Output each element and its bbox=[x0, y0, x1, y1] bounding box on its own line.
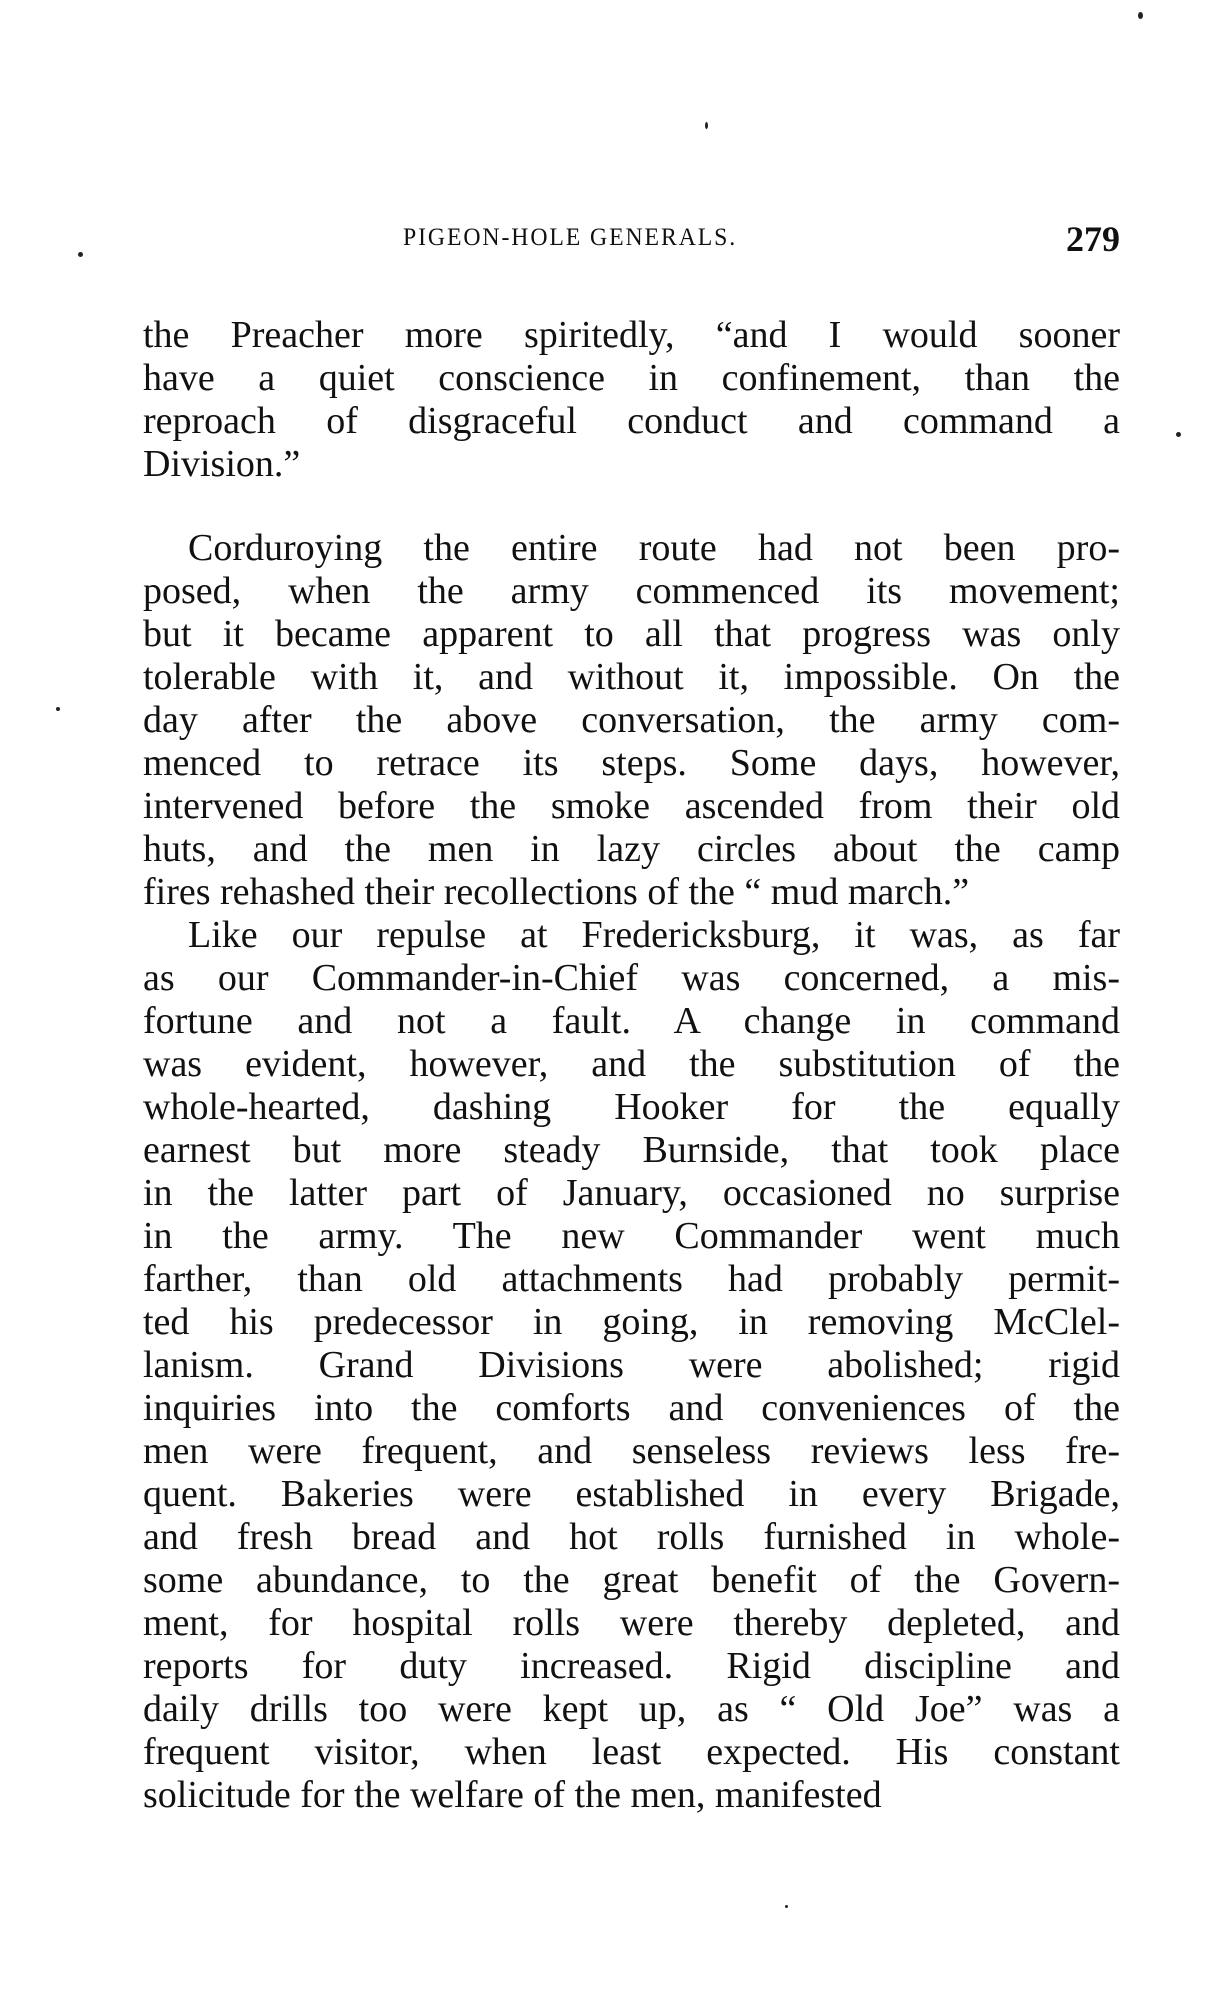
text-line-content: and fresh bread and hot rolls furnished in whole- bbox=[143, 1516, 1120, 1558]
text-line-content: in the latter part of January, occasioned no surprise bbox=[143, 1172, 1120, 1214]
text-line bbox=[143, 1301, 1120, 1344]
text-line-content: lanism. Grand Divisions were abolished; rigid bbox=[143, 1344, 1120, 1386]
text-line bbox=[143, 314, 1120, 357]
text-line-content: menced to retrace its steps. Some days, however, bbox=[143, 742, 1120, 784]
text-line bbox=[143, 828, 1120, 871]
text-line-content: ment, for hospital rolls were thereby depleted, and bbox=[143, 1602, 1120, 1644]
text-line bbox=[143, 1430, 1120, 1473]
text-line bbox=[143, 699, 1120, 742]
page-number: 279 bbox=[1066, 219, 1120, 259]
text-line bbox=[143, 1086, 1120, 1129]
text-line bbox=[143, 1602, 1120, 1645]
text-line bbox=[143, 400, 1120, 443]
ink-speck bbox=[78, 252, 83, 257]
text-line-content: daily drills too were kept up, as “ Old Joe” was a bbox=[143, 1688, 1120, 1730]
text-line-content: Corduroying the entire route had not been pro- bbox=[188, 527, 1120, 569]
text-line bbox=[143, 443, 1120, 486]
text-line bbox=[143, 656, 1120, 699]
text-line-content: Division.” bbox=[143, 443, 301, 485]
text-line bbox=[143, 527, 1120, 570]
text-line-content: intervened before the smoke ascended from their old bbox=[143, 785, 1120, 827]
text-line-content: reports for duty increased. Rigid discipline and bbox=[143, 1645, 1120, 1687]
text-line bbox=[143, 613, 1120, 656]
text-line bbox=[143, 357, 1120, 400]
text-line-content: tolerable with it, and without it, impossible. On the bbox=[143, 656, 1120, 698]
text-line bbox=[143, 742, 1120, 785]
text-line-content: men were frequent, and senseless reviews less fre- bbox=[143, 1430, 1120, 1472]
text-line-content: in the army. The new Commander went much bbox=[143, 1215, 1120, 1257]
text-line bbox=[143, 1688, 1120, 1731]
ink-speck bbox=[1176, 432, 1181, 437]
ink-speck bbox=[56, 707, 60, 711]
text-line-content: ted his predecessor in going, in removing McClel- bbox=[143, 1301, 1120, 1343]
text-line bbox=[143, 1774, 1120, 1817]
ink-speck bbox=[785, 1905, 788, 1908]
text-line bbox=[143, 914, 1120, 957]
text-line bbox=[143, 957, 1120, 1000]
paragraph-repulse bbox=[143, 914, 1120, 1817]
text-line-content: some abundance, to the great benefit of the Govern- bbox=[143, 1559, 1120, 1601]
page-header bbox=[143, 218, 1120, 262]
text-line bbox=[143, 1344, 1120, 1387]
text-line bbox=[143, 1000, 1120, 1043]
text-line bbox=[143, 785, 1120, 828]
paragraph-continuation bbox=[143, 314, 1120, 486]
text-line-content: have a quiet conscience in confinement, than the bbox=[143, 357, 1120, 399]
ink-speck bbox=[705, 122, 708, 129]
text-line-content: whole-hearted, dashing Hooker for the equally bbox=[143, 1086, 1120, 1128]
text-line-content: inquiries into the comforts and conveniences of the bbox=[143, 1387, 1120, 1429]
text-line-content: Like our repulse at Fredericksburg, it was, as far bbox=[188, 914, 1120, 956]
text-line bbox=[143, 570, 1120, 613]
text-line-content: posed, when the army commenced its movement; bbox=[143, 570, 1120, 612]
text-line-content: frequent visitor, when least expected. His constant bbox=[143, 1731, 1120, 1773]
text-line-content: reproach of disgraceful conduct and command a bbox=[143, 400, 1120, 442]
text-line-content: solicitude for the welfare of the men, manifested bbox=[143, 1774, 882, 1816]
text-line-content: the Preacher more spiritedly, “and I would sooner bbox=[143, 314, 1120, 356]
text-line bbox=[143, 1559, 1120, 1602]
text-line bbox=[143, 871, 1120, 914]
text-line bbox=[143, 1258, 1120, 1301]
text-line bbox=[143, 1387, 1120, 1430]
paragraph-corduroying bbox=[143, 527, 1120, 914]
text-line-content: fires rehashed their recollections of the “ mud march.” bbox=[143, 871, 970, 913]
text-line-content: was evident, however, and the substitution of the bbox=[143, 1043, 1120, 1085]
text-line-content: huts, and the men in lazy circles about the camp bbox=[143, 828, 1120, 870]
text-line bbox=[143, 1129, 1120, 1172]
text-line-content: as our Commander-in-Chief was concerned, a mis- bbox=[143, 957, 1120, 999]
text-line-content: farther, than old attachments had probably permit- bbox=[143, 1258, 1120, 1300]
text-line-content: fortune and not a fault. A change in command bbox=[143, 1000, 1120, 1042]
text-line bbox=[143, 1731, 1120, 1774]
text-line bbox=[143, 1043, 1120, 1086]
text-line-content: but it became apparent to all that progress was only bbox=[143, 613, 1120, 655]
text-line bbox=[143, 1516, 1120, 1559]
text-line-content: quent. Bakeries were established in every Brigade, bbox=[143, 1473, 1120, 1515]
text-line bbox=[143, 1172, 1120, 1215]
ink-speck bbox=[1138, 12, 1143, 19]
text-line-content: earnest but more steady Burnside, that took place bbox=[143, 1129, 1120, 1171]
text-line-content: day after the above conversation, the army com- bbox=[143, 699, 1120, 741]
text-line bbox=[143, 1215, 1120, 1258]
text-line bbox=[143, 1473, 1120, 1516]
running-title: PIGEON-HOLE GENERALS. bbox=[403, 224, 738, 251]
text-line bbox=[143, 1645, 1120, 1688]
